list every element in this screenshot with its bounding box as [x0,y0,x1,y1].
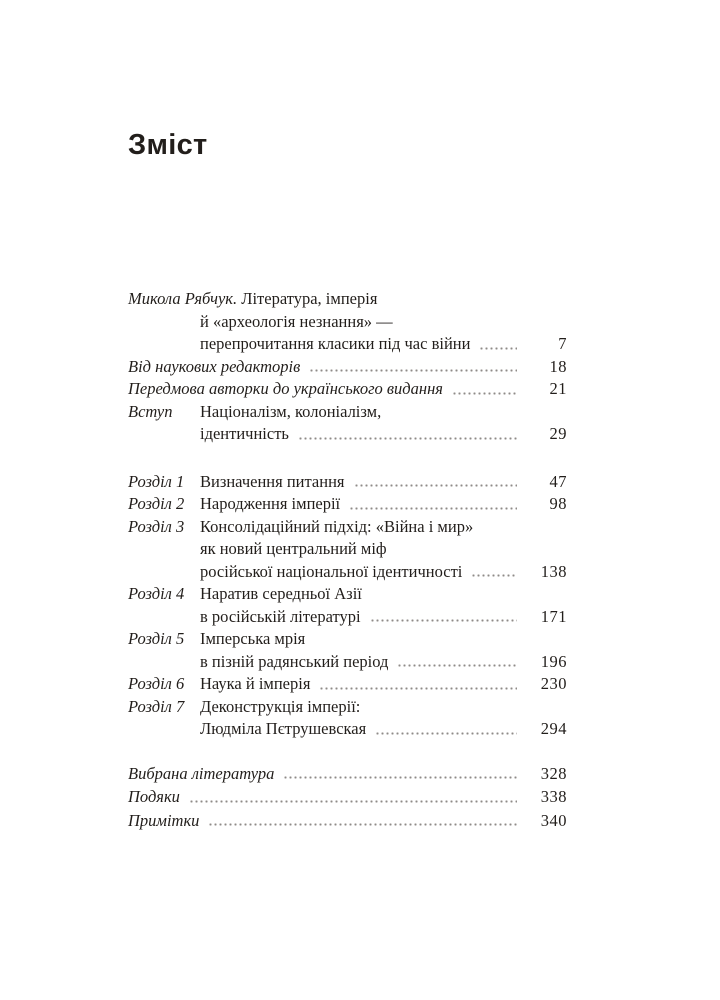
title-segment: Народження імперії [200,494,341,513]
toc-entry-title [200,651,388,674]
toc-section-gap [128,741,567,762]
toc-entry-title [128,288,377,311]
toc-page-number: 21 [549,379,567,398]
toc-entry-title [200,493,340,516]
toc-row [128,762,567,786]
toc-hanging-indent [128,606,200,629]
toc-hanging-indent [128,538,200,561]
toc-page-number: 340 [540,810,567,830]
title-segment: Імперська мрія [200,629,306,648]
toc-entry-title [200,333,470,356]
toc-entry-title [200,423,289,446]
toc-row [128,516,567,539]
toc-page-number: 171 [540,606,567,626]
title-segment: в пізній радянський період [200,651,389,671]
toc-row [128,785,567,809]
title-segment-italic: Примітки [128,810,200,830]
title-segment-italic: Микола Рябчук. [128,289,242,308]
toc-page-number: 18 [549,356,567,376]
toc-row [128,356,567,379]
toc-row [128,401,567,424]
title-segment-italic: Передмова авторки до українського видання [128,379,443,398]
dot-leader [471,561,517,584]
toc-entry-title [200,538,387,561]
dot-leader [283,762,517,786]
toc-entry-title [200,696,360,719]
page-title: Зміст [128,129,208,161]
toc-row [128,288,567,311]
dot-leader [370,606,517,629]
toc-entry-label: Розділ 3 [128,516,185,536]
toc-hanging-indent [128,311,200,334]
toc-page-number: 230 [540,674,567,693]
toc-entry-title [128,378,443,401]
dot-leader [354,471,518,494]
title-segment-italic: Подяки [128,787,180,806]
toc-page-number: 338 [540,787,567,806]
title-segment: Визначення питання [200,471,345,491]
toc-page-number: 7 [558,334,567,353]
title-segment: Література, імперія [241,289,378,308]
toc-entry-title [128,762,274,786]
toc-page-number: 98 [549,494,567,513]
title-segment: Деконструкція імперії: [200,696,361,716]
toc-page-number: 47 [549,471,567,491]
toc-entry-title [200,471,345,494]
toc-entry-title [200,583,362,606]
toc-entry-title [200,673,310,696]
toc-row [128,471,567,494]
dot-leader [452,378,517,401]
toc-entry-label: Розділ 2 [128,494,185,513]
toc-entry-label: Вступ [128,401,173,421]
dot-leader [375,718,517,741]
title-segment-italic: Вибрана література [128,763,275,783]
toc-entry-title [128,356,300,379]
toc-hanging-indent [128,561,200,584]
toc-row [128,673,567,696]
toc-row [128,311,567,334]
title-segment: ідентичність [200,424,289,443]
toc-entry-title [200,561,462,584]
dot-leader [309,356,517,379]
title-segment: Консолідаційний підхід: «Війна і мир» [200,516,474,536]
toc-hanging-indent [128,651,200,674]
title-segment: Людміла Пєтрушевская [200,719,367,738]
toc-row [128,809,567,833]
toc-row [128,423,567,446]
toc-row [128,378,567,401]
toc-entry-label: Розділ 5 [128,629,185,648]
toc-entry-title [200,516,473,539]
toc-entry-label: Розділ 1 [128,471,185,491]
title-segment: російської національної ідентичності [200,561,463,581]
toc-hanging-indent [128,718,200,741]
toc-row [128,583,567,606]
toc-entry-title [200,718,366,741]
title-segment: як новий центральний міф [200,539,387,558]
toc-row [128,333,567,356]
toc-page-number: 138 [540,561,567,581]
toc-entry-label: Розділ 4 [128,584,185,603]
toc-page-number: 328 [540,763,567,783]
toc-row [128,628,567,651]
title-segment-italic: Від наукових редакторів [128,356,301,376]
dot-leader [189,785,517,809]
title-segment: Націоналізм, колоніалізм, [200,401,382,421]
toc-page-number: 294 [540,719,567,738]
toc-entry-title [200,401,381,424]
title-segment: в російській літературі [200,606,361,626]
toc-hanging-indent [128,423,200,446]
toc-entry-title [200,628,305,651]
dot-leader [208,809,517,833]
dot-leader [349,493,517,516]
toc-hanging-indent [128,333,200,356]
toc-entry-title [200,606,361,629]
title-segment: й «археологія незнання» — [200,311,393,331]
toc-row [128,561,567,584]
toc-row [128,606,567,629]
toc-entry-label: Розділ 6 [128,674,185,693]
dot-leader [397,651,517,674]
toc-section-gap [128,446,567,471]
title-segment: Наратив середньої Азії [200,584,362,603]
toc-entry-title [128,785,180,809]
toc-page-number: 29 [549,424,567,443]
toc-row [128,493,567,516]
toc-entry-title [128,809,199,833]
toc-page-number: 196 [540,651,567,671]
toc-entry-title [200,311,393,334]
toc-row [128,718,567,741]
dot-leader [479,333,517,356]
title-segment: перепрочитання класики під час війни [200,334,471,353]
dot-leader [319,673,517,696]
toc-entry-label: Розділ 7 [128,696,185,716]
toc-row [128,651,567,674]
title-segment: Наука й імперія [200,674,311,693]
toc-row [128,538,567,561]
dot-leader [298,423,517,446]
toc-list [128,288,567,832]
toc-row [128,696,567,719]
